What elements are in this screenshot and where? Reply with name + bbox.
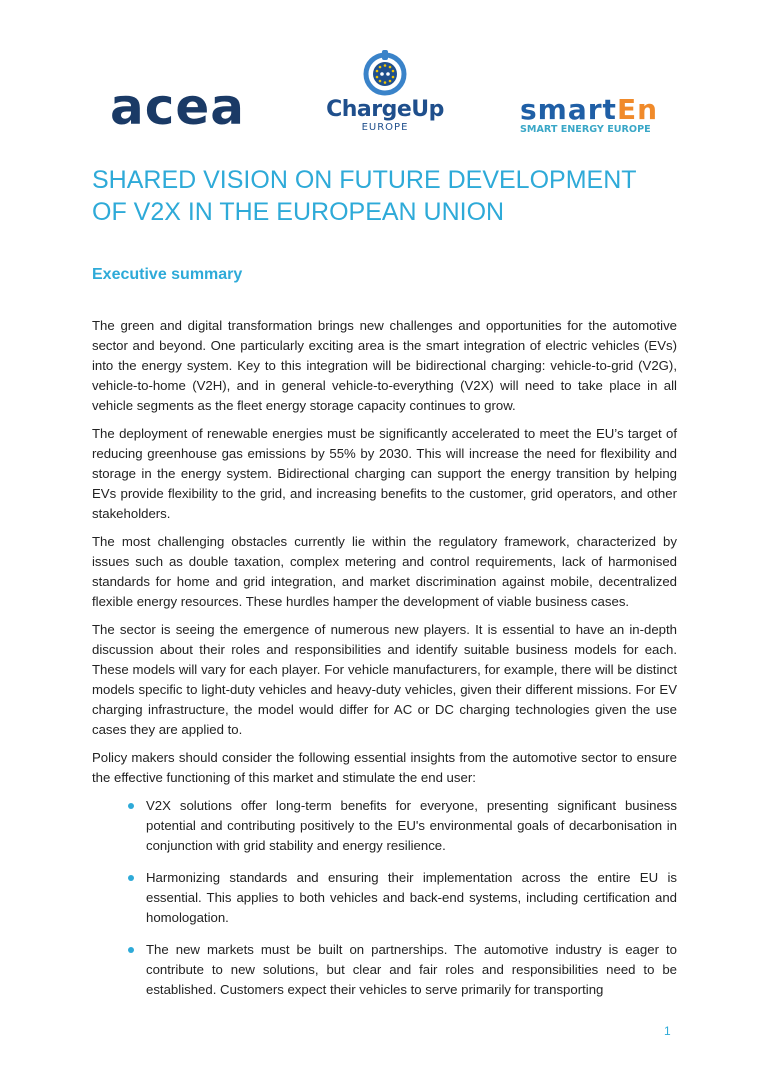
paragraph: The most challenging obstacles currently lie within the regulatory framework, characterized by issues such as double taxation, complex metering and control requirements, lack of harmonised standards for home and grid integration, and market discrimination against mobile, decentralized flexible energy resources. These hurdles hamper the development of viable business cases. [92, 534, 677, 609]
page-number: 1 [664, 1024, 671, 1038]
list-item-text: The new markets must be built on partnerships. The automotive industry is eager to contribute to new solutions, but clear and fair roles and responsibilities need to be established. Customers expect their vehicles to serve primarily for transporting [146, 942, 677, 997]
smarten-wordmark-part1: smart [520, 93, 617, 126]
paragraph: The deployment of renewable energies must be significantly accelerated to meet the EU’s target of reducing greenhouse gas emissions by 55% by 2030. This will increase the need for flexibility and storage in the energy system. Bidirectional charging can support the energy transition by helping EVs provide flexibility to the grid, and increasing benefits to the customer, grid operators, and other stakeholders. [92, 426, 677, 521]
logo-header [0, 50, 768, 146]
list-item [146, 868, 677, 928]
smarten-subtitle: SMART ENERGY EUROPE [520, 124, 651, 135]
smarten-logo [520, 93, 670, 140]
acea-logo [110, 78, 246, 136]
list-item [146, 940, 677, 1000]
smarten-wordmark [520, 93, 670, 126]
bullet-icon [128, 803, 134, 809]
bullet-icon [128, 947, 134, 953]
section-heading: Executive summary [92, 266, 243, 283]
chargeup-subtitle: EUROPE [361, 122, 409, 133]
paragraph: The sector is seeing the emergence of numerous new players. It is essential to have an in-depth discussion about their roles and responsibilities and identify suitable business models for each. These models will vary for each player. For vehicle manufacturers, for example, there will be distinct models specific to light-duty vehicles and heavy-duty vehicles, given their different missions. For EV charging infrastructure, the model would differ for AC or DC charging technologies given the use cases they are applied to. [92, 622, 677, 737]
list-item [146, 796, 677, 856]
list-item-text: V2X solutions offer long-term benefits for everyone, presenting significant business potential and contributing positively to the EU's environmental goals of decarbonisation in conjunction with grid stability and energy resilience. [146, 798, 677, 853]
chargeup-wordmark: ChargeUp [326, 97, 444, 122]
list-item-text: Harmonizing standards and ensuring their implementation across the entire EU is essential. This applies to both vehicles and back-end systems, including certification and homologation. [146, 870, 677, 925]
document-title [92, 164, 692, 228]
paragraph: Policy makers should consider the following essential insights from the automotive sector to ensure the effective functioning of this market and stimulate the end user: [92, 750, 677, 785]
bullet-list [92, 796, 677, 1000]
document-body [92, 316, 677, 1012]
title-line-2: OF V2X IN THE EUROPEAN UNION [92, 198, 505, 226]
smarten-wordmark-part2: En [616, 93, 658, 126]
bullet-icon [128, 875, 134, 881]
chargeup-logo [318, 50, 452, 146]
plug-icon [361, 50, 409, 96]
acea-wordmark: acea [110, 78, 246, 136]
title-line-1: SHARED VISION ON FUTURE DEVELOPMENT [92, 166, 637, 194]
paragraph: The green and digital transformation brings new challenges and opportunities for the automotive sector and beyond. One particularly exciting area is the smart integration of electric vehicles (EVs) into the energy system. Key to this integration will be bidirectional charging: vehicle-to-grid (V2G), vehicle-to-home (V2H), and in general vehicle-to-everything (V2X) will need to take place in all vehicle segments as the fleet energy storage capacity continues to grow. [92, 318, 677, 413]
